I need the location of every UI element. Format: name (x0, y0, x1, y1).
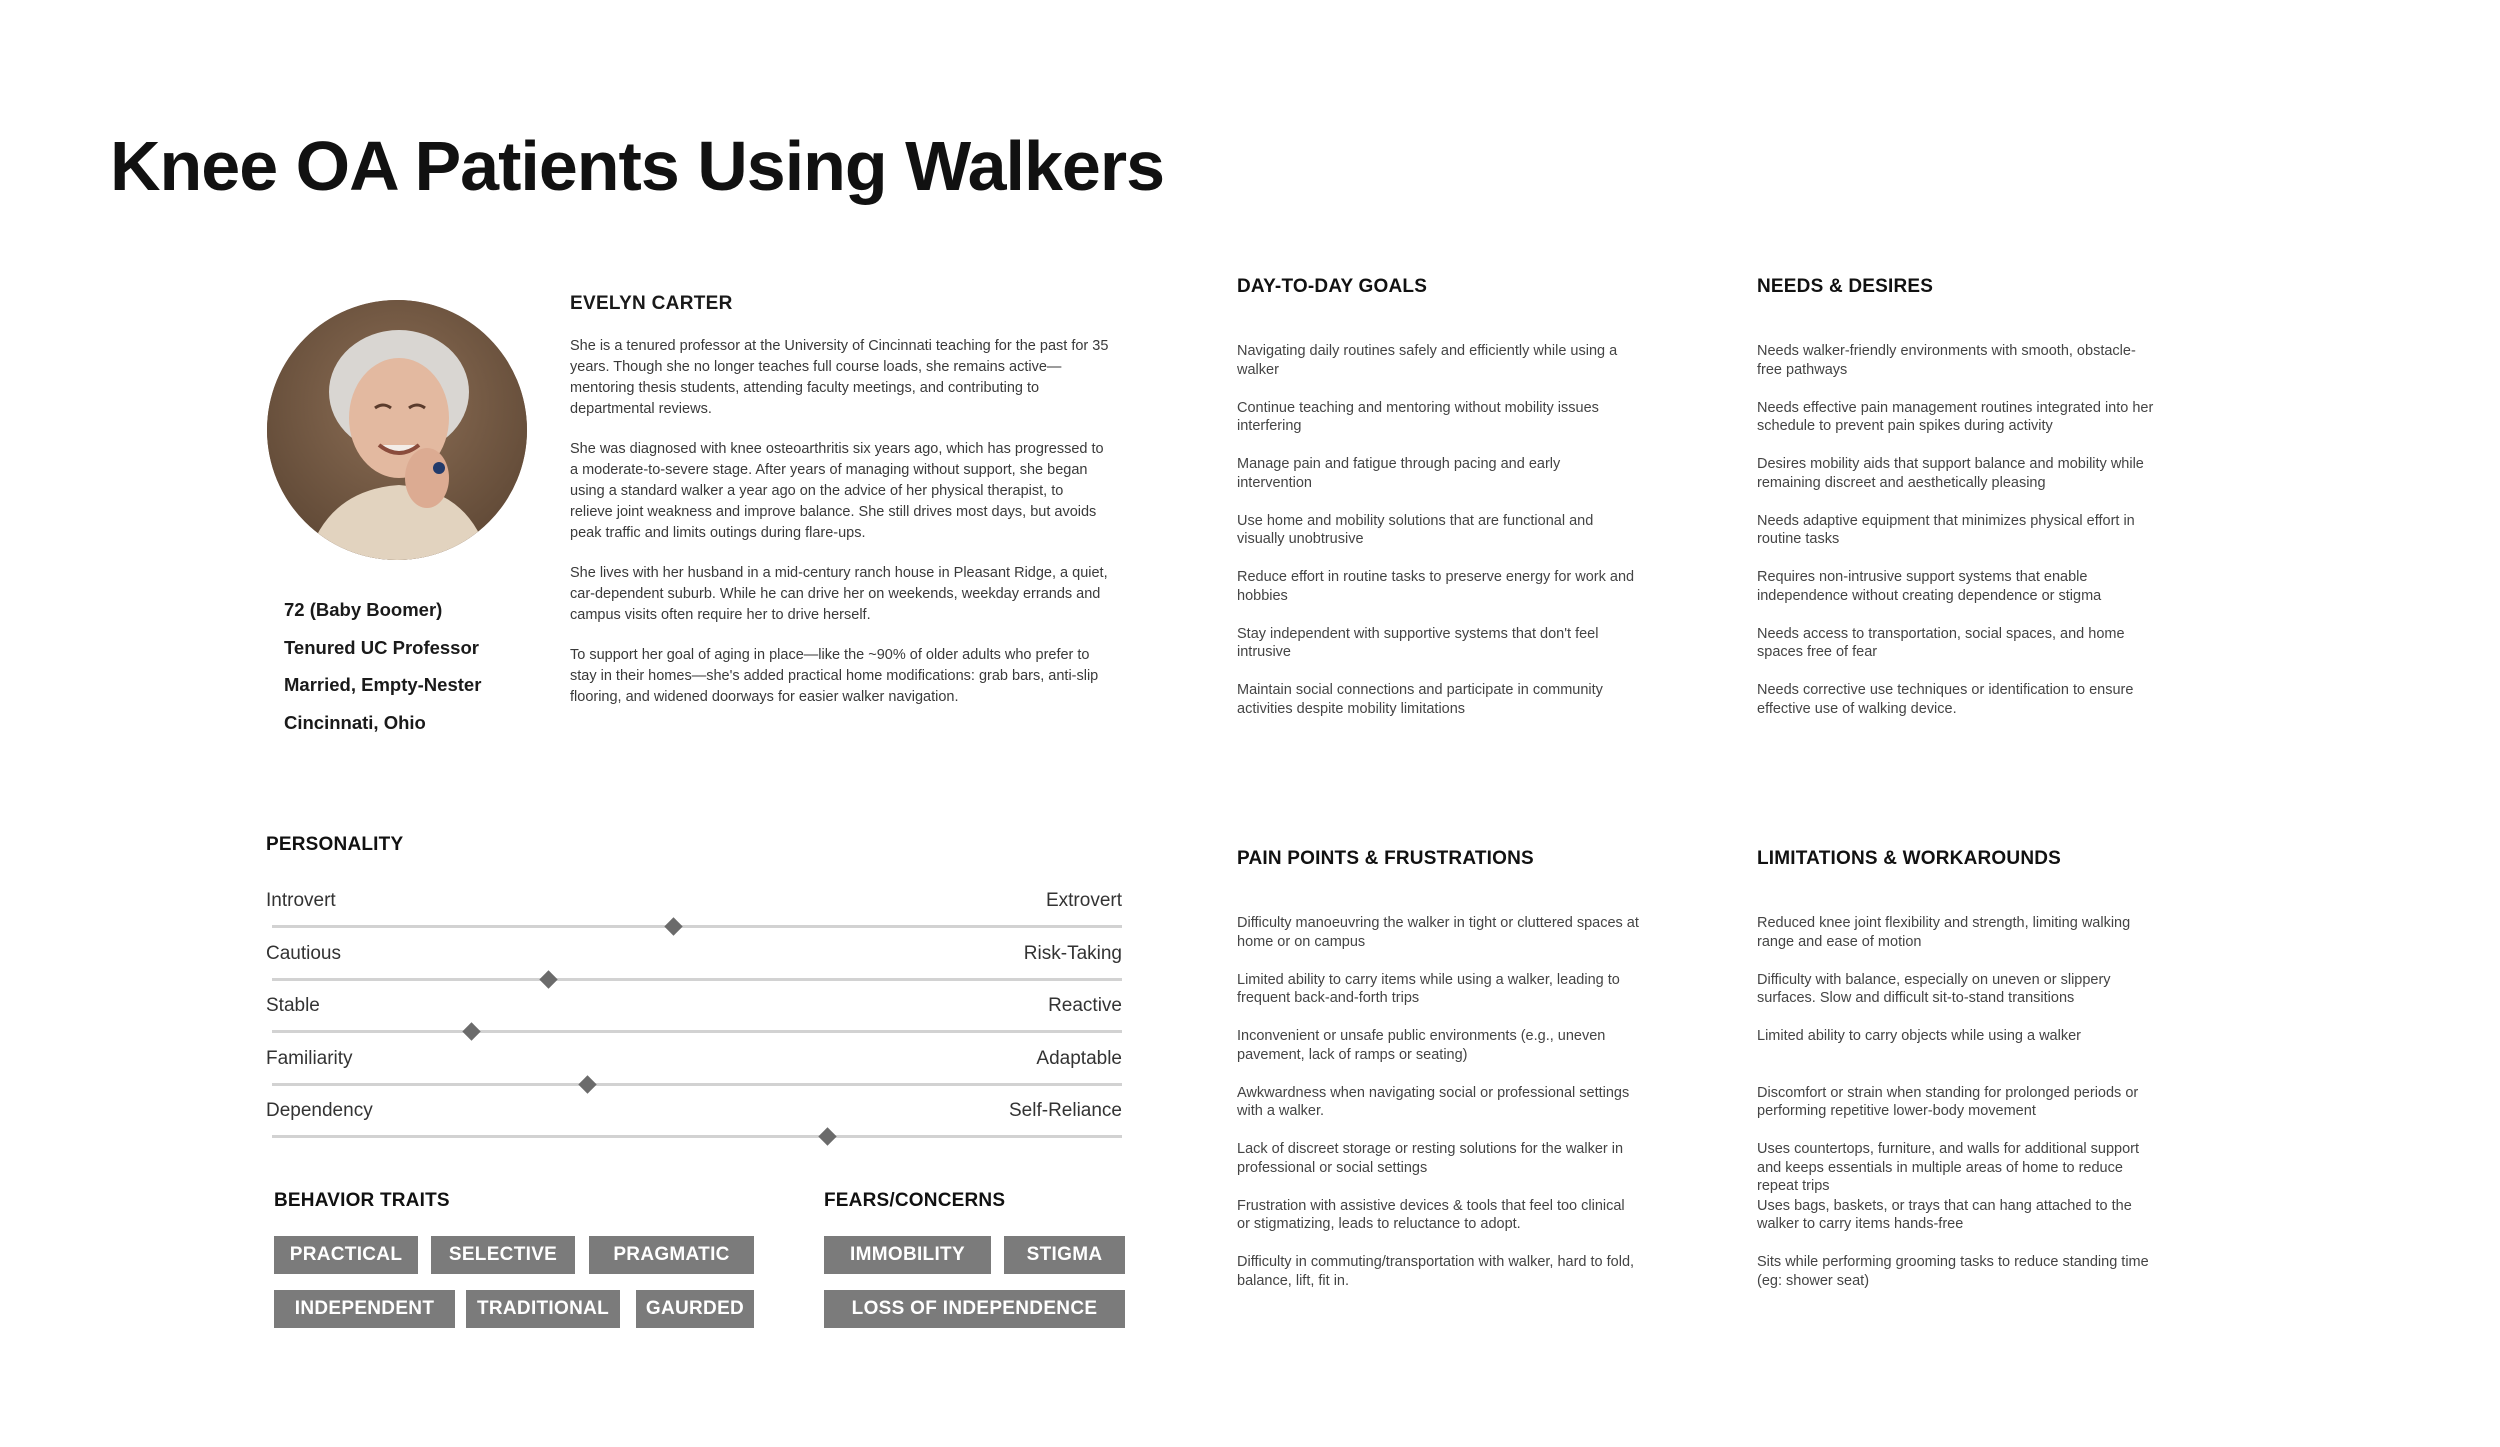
persona-bio (570, 336, 1110, 727)
personality-scale (266, 1048, 1122, 1101)
scale-right-label: Extrovert (1045, 890, 1122, 911)
scale-marker (578, 1075, 596, 1093)
persona-photo-illustration (267, 300, 527, 560)
list-item: Difficulty manoeuvring the walker in tight or cluttered spaces at home or on campus (1237, 915, 1639, 950)
persona-name: EVELYN CARTER (570, 293, 733, 314)
scale-right-label: Self-Reliance (1009, 1100, 1122, 1121)
list-item: Difficulty with balance, especially on uneven or slippery surfaces. Slow and difficult sit-to-stand transitions (1757, 971, 2111, 1006)
limitations-list (1757, 914, 2157, 1310)
personality-scale (266, 995, 1122, 1048)
scale-right-label: Reactive (1048, 995, 1122, 1016)
list-item: Sits while performing grooming tasks to reduce standing time (eg: shower seat) (1757, 1254, 2149, 1289)
scale-left-label: Cautious (266, 942, 341, 964)
scale-track (272, 1083, 1122, 1086)
list-item: Needs corrective use techniques or identification to ensure effective use of walking device. (1757, 682, 2134, 717)
scale-marker (664, 917, 682, 935)
scale-marker (540, 970, 558, 988)
list-item: Needs effective pain management routines integrated into her schedule to prevent pain spikes during activity (1757, 399, 2154, 434)
bio-paragraph: To support her goal of aging in place—like the ~90% of older adults who prefer to stay in their homes—she's added practical home modifications: grab bars, anti-slip flooring, and widened doorways for easier walker navigation. (570, 647, 1099, 705)
list-item: Limited ability to carry objects while using a walker (1757, 1028, 2081, 1044)
fact-family: Married, Empty-Nester (284, 674, 482, 695)
list-item: Continue teaching and mentoring without mobility issues interfering (1237, 399, 1599, 434)
list-item: Awkwardness when navigating social or professional settings with a walker. (1237, 1084, 1630, 1119)
page-title: Knee OA Patients Using Walkers (110, 127, 1165, 205)
list-item: Inconvenient or unsafe public environments (e.g., uneven pavement, lack of ramps or seating) (1237, 1028, 1606, 1063)
trait-tag: TRADITIONAL (466, 1290, 620, 1328)
scale-left-label: Familiarity (266, 1047, 353, 1069)
persona-photo (267, 300, 527, 560)
fear-tag: STIGMA (1004, 1236, 1125, 1274)
personality-heading: PERSONALITY (266, 834, 404, 855)
personality-scales (266, 890, 1122, 1153)
fears-heading: FEARS/CONCERNS (824, 1190, 1006, 1211)
bio-paragraph: She lives with her husband in a mid-century ranch house in Pleasant Ridge, a quiet, car-dependent suburb. While he can drive her on weekends, weekday errands and campus visits often require her to drive herself. (570, 565, 1108, 623)
scale-track (272, 1135, 1122, 1138)
bio-paragraph: She was diagnosed with knee osteoarthritis six years ago, which has progressed to a moderate-to-severe stage. After years of managing without support, she began using a standard walker a year ago on the advice of her physical therapist, to relieve joint weakness and improve balance. She still drives most days, but avoids peak traffic and limits outings during flare-ups. (570, 441, 1104, 541)
scale-left-label: Dependency (266, 1100, 373, 1121)
fact-age: 72 (Baby Boomer) (284, 599, 443, 620)
scale-marker (463, 1022, 481, 1040)
list-item: Difficulty in commuting/transportation with walker, hard to fold, balance, lift, fit in. (1237, 1254, 1635, 1289)
goals-list (1237, 342, 1639, 738)
list-item: Requires non-intrusive support systems that enable independence without creating dependence or stigma (1757, 569, 2102, 604)
list-item: Maintain social connections and participate in community activities despite mobility limitations (1237, 682, 1603, 717)
trait-tag: INDEPENDENT (274, 1290, 455, 1328)
list-item: Uses bags, baskets, or trays that can hang attached to the walker to carry items hands-free (1757, 1197, 2132, 1232)
list-item: Frustration with assistive devices & tools that feel too clinical or stigmatizing, leads to reluctance to adopt. (1237, 1197, 1625, 1232)
goals-heading: DAY-TO-DAY GOALS (1237, 276, 1428, 297)
trait-tag: GAURDED (636, 1290, 754, 1328)
fear-tag: IMMOBILITY (824, 1236, 991, 1274)
list-item: Navigating daily routines safely and efficiently while using a walker (1237, 343, 1618, 378)
behavior-traits-heading: BEHAVIOR TRAITS (274, 1190, 450, 1211)
scale-track (272, 925, 1122, 928)
personality-scale (266, 943, 1122, 996)
list-item: Uses countertops, furniture, and walls for additional support and keeps essentials in multiple areas of home to reduce repeat trips (1757, 1141, 2140, 1194)
list-item: Stay independent with supportive systems that don't feel intrusive (1237, 625, 1599, 660)
trait-tag: PRACTICAL (274, 1236, 418, 1274)
fact-location: Cincinnati, Ohio (284, 711, 426, 733)
list-item: Use home and mobility solutions that are functional and visually unobtrusive (1237, 512, 1594, 547)
limitations-heading: LIMITATIONS & WORKAROUNDS (1757, 848, 2062, 869)
list-item: Limited ability to carry items while using a walker, leading to frequent back-and-forth trips (1237, 971, 1620, 1006)
scale-right-label: Adaptable (1036, 1047, 1122, 1069)
scale-track (272, 1030, 1122, 1033)
bio-paragraph: She is a tenured professor at the University of Cincinnati teaching for the past for 35 years. Though she no longer teaches full course loads, she remains active—mentoring thesis students, attending faculty meetings, and contributing to departmental reviews. (570, 338, 1109, 417)
pain-points-list (1237, 914, 1639, 1310)
list-item: Discomfort or strain when standing for prolonged periods or performing repetitive lower-body movement (1757, 1084, 2139, 1119)
list-item: Reduced knee joint flexibility and strength, limiting walking range and ease of motion (1757, 915, 2131, 950)
fear-tag: LOSS OF INDEPENDENCE (824, 1290, 1125, 1328)
scale-left-label: Stable (266, 995, 320, 1016)
trait-tag: SELECTIVE (431, 1236, 575, 1274)
personality-scale (266, 890, 1122, 943)
pain-points-heading: PAIN POINTS & FRUSTRATIONS (1237, 848, 1534, 869)
fact-occupation: Tenured UC Professor (284, 636, 479, 658)
list-item: Needs walker-friendly environments with smooth, obstacle-free pathways (1757, 343, 2136, 378)
list-item: Desires mobility aids that support balance and mobility while remaining discreet and aesthetically pleasing (1757, 456, 2144, 491)
personality-scale (266, 1100, 1122, 1153)
list-item: Reduce effort in routine tasks to preserve energy for work and hobbies (1237, 569, 1635, 604)
scale-right-label: Risk-Taking (1023, 942, 1122, 964)
list-item: Manage pain and fatigue through pacing and early intervention (1237, 456, 1561, 491)
needs-heading: NEEDS & DESIRES (1757, 276, 1934, 297)
persona-facts (284, 598, 481, 748)
needs-list (1757, 342, 2157, 738)
list-item: Needs access to transportation, social spaces, and home spaces free of fear (1757, 625, 2125, 660)
list-item: Lack of discreet storage or resting solutions for the walker in professional or social settings (1237, 1141, 1624, 1176)
trait-tag: PRAGMATIC (589, 1236, 754, 1274)
list-item: Needs adaptive equipment that minimizes physical effort in routine tasks (1757, 512, 2135, 547)
scale-track (272, 978, 1122, 981)
scale-marker (818, 1127, 836, 1145)
scale-left-label: Introvert (266, 890, 336, 911)
